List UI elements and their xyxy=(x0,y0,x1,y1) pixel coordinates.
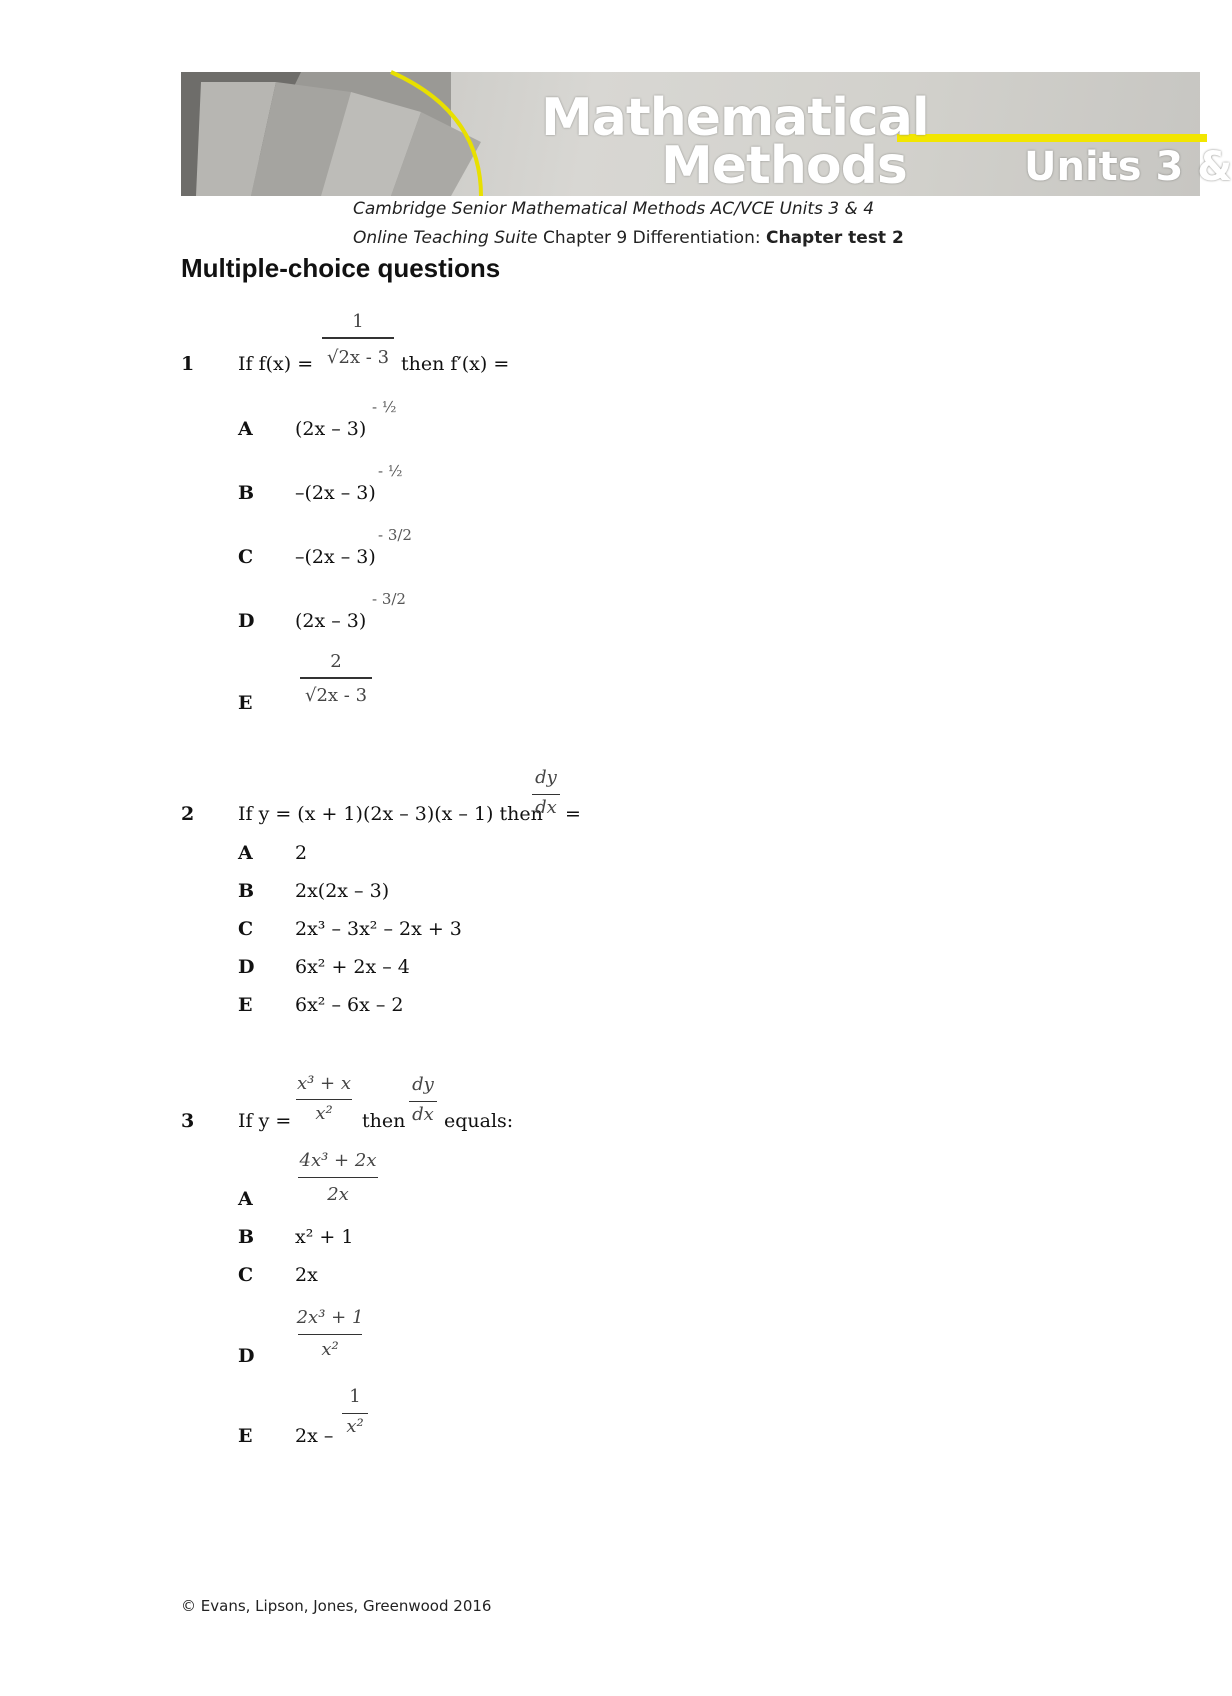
q3-opt-d-num: 2x³ + 1 xyxy=(296,1307,364,1328)
banner-title-line2: Methods xyxy=(661,136,907,196)
q2-opt-e-letter: E xyxy=(238,994,253,1016)
q3-stem-if: If y = xyxy=(238,1110,292,1132)
q1-frac-bar xyxy=(322,337,394,339)
q3-opt-e-text: 2x – xyxy=(295,1425,334,1447)
q1-opt-a-letter: A xyxy=(238,418,253,440)
q1-opt-b-exp: - ½ xyxy=(378,462,403,480)
copyright-footer: © Evans, Lipson, Jones, Greenwood 2016 xyxy=(181,1597,492,1615)
q3-frac-bar xyxy=(296,1099,352,1100)
q1-frac-den: √2x - 3 xyxy=(326,347,390,368)
q2-opt-d-letter: D xyxy=(238,956,255,978)
q1-opt-d-text: (2x – 3) xyxy=(295,610,367,632)
q3-opt-a-letter: A xyxy=(238,1188,253,1210)
q2-opt-a-text: 2 xyxy=(295,842,308,864)
q1-opt-e-bar xyxy=(300,677,372,679)
q1-opt-a-text: (2x – 3) xyxy=(295,418,367,440)
q2-dx: dx xyxy=(535,797,557,818)
q3-deriv-bar xyxy=(409,1101,437,1102)
q3-opt-c-letter: C xyxy=(238,1264,254,1286)
q1-opt-b-letter: B xyxy=(238,482,255,504)
q3-opt-a-num: 4x³ + 2x xyxy=(299,1150,377,1171)
q3-opt-b-text: x² + 1 xyxy=(295,1226,354,1248)
q2-opt-c-letter: C xyxy=(238,918,254,940)
q3-frac-den: x² xyxy=(315,1103,333,1124)
banner-units: Units 3 & xyxy=(1024,144,1232,190)
q2-deriv-bar xyxy=(532,794,560,795)
section-title: Multiple-choice questions xyxy=(181,253,501,283)
q1-opt-e-num: 2 xyxy=(330,651,342,672)
q1-opt-c-exp: - 3/2 xyxy=(378,526,412,544)
q3-frac-num: x³ + x xyxy=(296,1073,352,1094)
q1-opt-d-exp: - 3/2 xyxy=(372,590,406,608)
q2-opt-b-letter: B xyxy=(238,880,255,902)
q1-opt-b-text: –(2x – 3) xyxy=(295,482,376,504)
q2-opt-a-letter: A xyxy=(238,842,253,864)
q1-frac-num: 1 xyxy=(352,311,364,332)
q2-dy: dy xyxy=(535,767,557,788)
q2-number: 2 xyxy=(181,803,195,825)
q2-opt-b-text: 2x(2x – 3) xyxy=(295,880,390,902)
q3-opt-d-bar xyxy=(298,1334,362,1335)
q3-then: then xyxy=(362,1110,406,1132)
q1-opt-a-exp: - ½ xyxy=(372,398,397,416)
header-line1: Cambridge Senior Mathematical Methods AC/VCE Units 3 & 4 xyxy=(353,199,875,219)
header-chapter: Chapter 9 Differentiation: xyxy=(537,228,766,248)
banner-title-line1: Mathematical xyxy=(541,88,929,148)
q3-opt-b-letter: B xyxy=(238,1226,255,1248)
q3-opt-a-den: 2x xyxy=(327,1184,349,1205)
q1-opt-c-letter: C xyxy=(238,546,254,568)
q1-stem-then: then f′(x) = xyxy=(401,353,510,375)
q3-opt-d-den: x² xyxy=(321,1339,339,1360)
q1-opt-d-letter: D xyxy=(238,610,255,632)
q3-opt-e-num: 1 xyxy=(349,1386,361,1407)
q3-opt-c-text: 2x xyxy=(295,1264,318,1286)
q3-dy: dy xyxy=(412,1074,434,1095)
q3-equals: equals: xyxy=(444,1110,514,1132)
q2-opt-c-text: 2x³ – 3x² – 2x + 3 xyxy=(295,918,462,940)
q3-opt-a-bar xyxy=(298,1177,378,1178)
q3-opt-e-bar xyxy=(342,1413,368,1414)
q1-stem-if: If f(x) = xyxy=(238,353,314,375)
q2-eq: = xyxy=(565,803,581,825)
header-banner xyxy=(181,72,1232,196)
q3-number: 3 xyxy=(181,1110,195,1132)
q2-opt-e-text: 6x² – 6x – 2 xyxy=(295,994,404,1016)
q1-opt-c-text: –(2x – 3) xyxy=(295,546,376,568)
q3-dx: dx xyxy=(412,1104,434,1125)
header-suite: Online Teaching Suite xyxy=(353,228,538,248)
header-test: Chapter test 2 xyxy=(765,228,904,248)
q3-opt-d-letter: D xyxy=(238,1345,255,1367)
q1-opt-e-den: √2x - 3 xyxy=(304,685,368,706)
q1-opt-e-letter: E xyxy=(238,692,253,714)
q2-opt-d-text: 6x² + 2x – 4 xyxy=(295,956,410,978)
q3-opt-e-letter: E xyxy=(238,1425,253,1447)
header-line2 xyxy=(353,228,904,248)
q3-opt-e-den: x² xyxy=(346,1416,364,1437)
yellow-accent-line xyxy=(897,134,1207,142)
q1-number: 1 xyxy=(181,353,195,375)
q2-stem: If y = (x + 1)(2x – 3)(x – 1) then xyxy=(238,803,543,825)
